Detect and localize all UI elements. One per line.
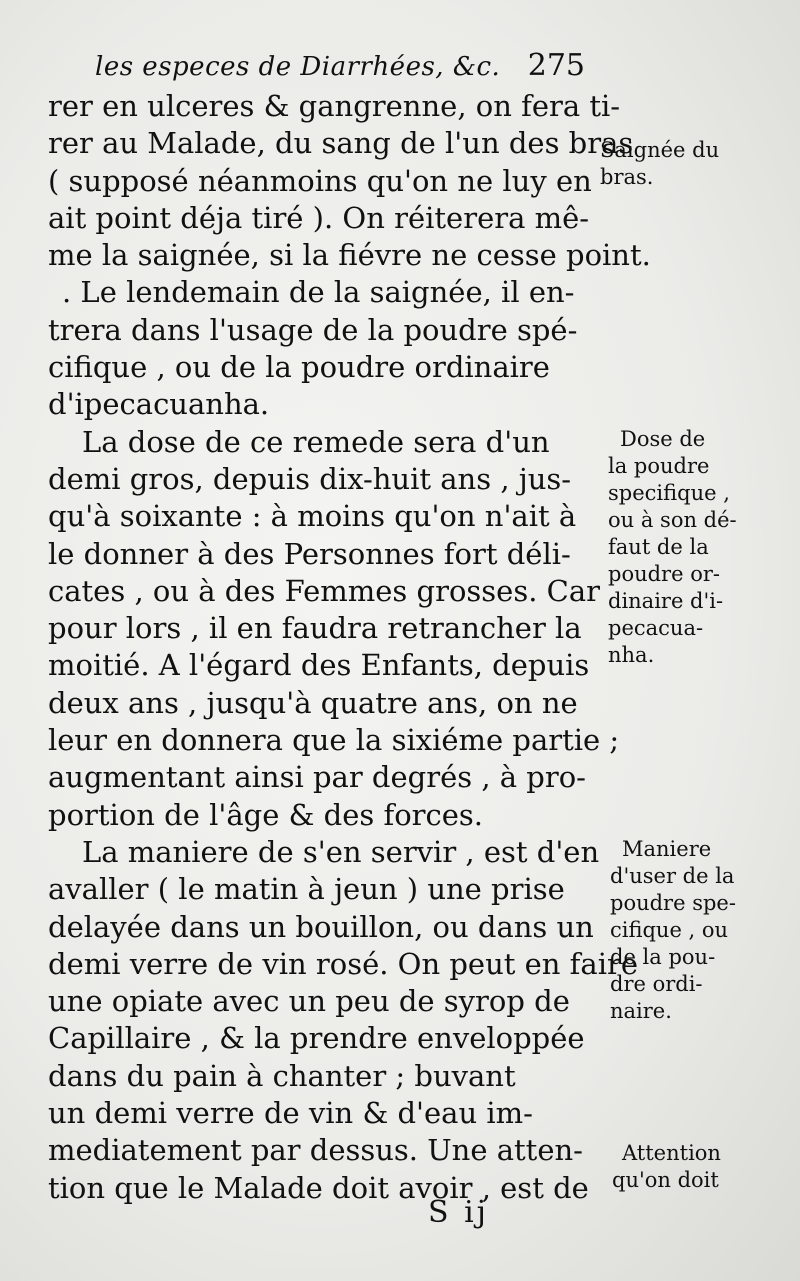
text-line: tion que le Malade doit avoir , est de — [48, 1170, 589, 1205]
text-line: trera dans l'usage de la poudre spé- — [48, 312, 578, 347]
margin-note-line: faut de la — [608, 535, 709, 559]
text-line: . Le lendemain de la saignée, il en- — [62, 275, 575, 310]
text-line: le donner à des Personnes fort déli- — [48, 536, 571, 571]
margin-note-line: cifique , ou — [610, 918, 729, 942]
show-through-text — [605, 40, 785, 1190]
text-line: avaller ( le matin à jeun ) une prise — [48, 872, 565, 907]
margin-note-line: de la pou- — [610, 945, 716, 969]
text-line: qu'à soixante : à moins qu'on n'ait à — [48, 499, 577, 534]
margin-note-line: poudre spe- — [610, 891, 736, 915]
text-line: me la saignée, si la fiévre ne cesse point. — [48, 238, 651, 273]
text-line: moitié. A l'égard des Enfants, depuis — [48, 648, 590, 683]
text-line: mediatement par dessus. Une atten- — [48, 1133, 583, 1168]
margin-note-line: d'user de la — [610, 864, 735, 888]
margin-note-line: Dose de — [620, 427, 706, 451]
text-line: d'ipecacuanha. — [48, 387, 270, 422]
page-number: 275 — [527, 48, 585, 83]
text-line: rer au Malade, du sang de l'un des bras — [48, 126, 634, 161]
text-line: ( supposé néanmoins qu'on ne luy en — [48, 163, 592, 198]
margin-note-line: la poudre — [608, 454, 710, 478]
text-line: La dose de ce remede sera d'un — [82, 424, 550, 459]
text-line: cates , ou à des Femmes grosses. Car — [48, 573, 601, 608]
margin-note-line: Saignée du — [600, 138, 720, 162]
page-header — [95, 46, 585, 90]
body-text — [48, 88, 651, 1207]
text-line: delayée dans un bouillon, ou dans un — [48, 909, 594, 944]
margin-note-line: qu'on doit — [612, 1168, 719, 1192]
text-line: Capillaire , & la prendre enveloppée — [48, 1021, 585, 1056]
text-line: La maniere de s'en servir , est d'en — [82, 834, 600, 869]
margin-note-line: bras. — [600, 165, 654, 189]
text-line: leur en donnera que la sixiéme partie ; — [48, 723, 620, 758]
margin-note-line: ou à son dé- — [608, 508, 737, 532]
margin-note-line: Maniere — [622, 837, 712, 861]
text-line: augmentant ainsi par degrés , à pro- — [48, 760, 586, 795]
text-line: pour lors , il en faudra retrancher la — [48, 611, 582, 646]
margin-note-line: pecacua- — [608, 616, 704, 640]
signature-mark: S ij — [428, 1195, 489, 1230]
margin-note-line: specifique , — [608, 481, 730, 505]
text-line: cifique , ou de la poudre ordinaire — [48, 350, 550, 385]
running-title: les especes de Diarrhées, &c. — [95, 52, 501, 82]
text-line: ait point déja tiré ). On réiterera mê- — [48, 200, 590, 235]
margin-note-line: Attention — [622, 1141, 721, 1165]
margin-note-line: poudre or- — [608, 562, 720, 586]
text-line: demi verre de vin rosé. On peut en faire — [48, 946, 638, 981]
text-line: demi gros, depuis dix-huit ans , jus- — [48, 461, 572, 496]
margin-note-line: dre ordi- — [610, 972, 703, 996]
text-line: une opiate avec un peu de syrop de — [48, 984, 570, 1019]
margin-note-line: naire. — [610, 999, 672, 1023]
text-line: portion de l'âge & des forces. — [48, 797, 484, 832]
text-line: dans du pain à chanter ; buvant — [48, 1058, 516, 1093]
margin-note-line: dinaire d'i- — [608, 589, 724, 613]
text-line: un demi verre de vin & d'eau im- — [48, 1096, 533, 1131]
text-line: deux ans , jusqu'à quatre ans, on ne — [48, 685, 578, 720]
margin-note-line: nha. — [608, 643, 655, 667]
text-line: rer en ulceres & gangrenne, on fera ti- — [48, 89, 621, 123]
